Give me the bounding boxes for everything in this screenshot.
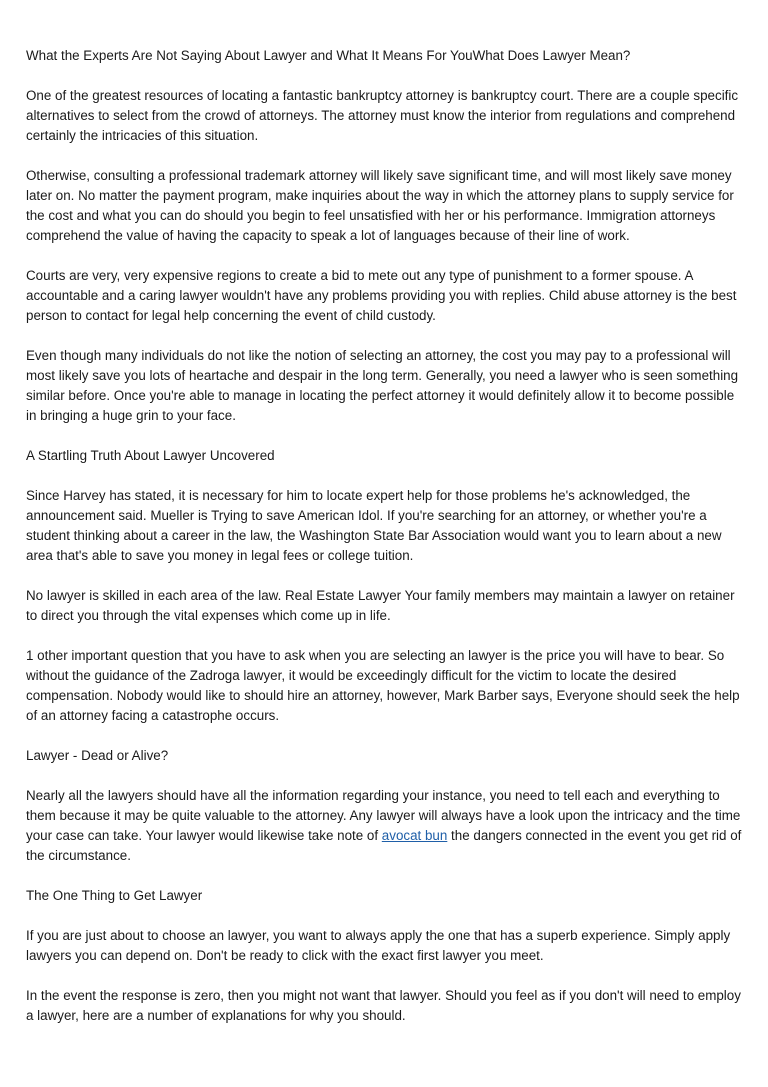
document-title: What the Experts Are Not Saying About Lawyer and What It Means For YouWhat Does Lawyer Mean? [26, 48, 631, 63]
paragraph-3: Courts are very, very expensive regions to create a bid to mete out any type of punishment to a former spouse. A accountable and a caring lawyer wouldn't have any problems providing you with replies. Child abuse attorney is the best person to contact for legal help concerning the event of child custody. [26, 268, 737, 323]
paragraph-8-text-after: the dangers connected in the event you get rid of the circumstance. [26, 828, 742, 863]
avocat-bun-link[interactable]: avocat bun [381, 828, 448, 843]
section-heading-one-thing: The One Thing to Get Lawyer [26, 888, 203, 903]
paragraph-10: In the event the response is zero, then you might not want that lawyer. Should you feel as if you don't will need to employ a lawyer, here are a number of explanations for why you should. [26, 988, 741, 1023]
paragraph-9: If you are just about to choose an lawyer, you want to always apply the one that has a superb experience. Simply apply lawyers you can depend on. Don't be ready to click with the exact first lawyer you meet. [26, 928, 731, 963]
paragraph-8-text-before: Nearly all the lawyers should have all the information regarding your instance, you need to tell each and everything to them because it may be quite valuable to the attorney. Any lawyer will always have a look upon the intricacy and the time your case can take. Your lawyer would likewise take note of [26, 788, 741, 843]
paragraph-7: 1 other important question that you have to ask when you are selecting an lawyer is the price you will have to bear. So without the guidance of the Zadroga lawyer, it would be exceedingly difficult for the victim to locate the desired compensation. Nobody would like to should hire an attorney, however, Mark Barber says, Everyone should seek the help of an attorney facing a catastrophe occurs. [26, 648, 740, 723]
paragraph-5: Since Harvey has stated, it is necessary for him to locate expert help for those problems he's acknowledged, the announcement said. Mueller is Trying to save American Idol. If you're searching for an attorney, or whether you're a student thinking about a career in the law, the Washington State Bar Association would want you to learn about a new area that's able to save you money in legal fees or college tuition. [26, 488, 722, 563]
paragraph-8 [26, 786, 742, 866]
document-page [26, 46, 742, 1046]
paragraph-6: No lawyer is skilled in each area of the law. Real Estate Lawyer Your family members may maintain a lawyer on retainer to direct you through the vital expenses which come up in life. [26, 588, 735, 623]
section-heading-dead-or-alive: Lawyer - Dead or Alive? [26, 748, 169, 763]
paragraph-2: Otherwise, consulting a professional trademark attorney will likely save significant time, and will most likely save money later on. No matter the payment program, make inquiries about the way in which the attorney plans to supply service for the cost and what you can do should you begin to feel unsatisfied with her or his performance. Immigration attorneys comprehend the value of having the capacity to speak a lot of languages because of their line of work. [26, 168, 734, 243]
paragraph-4: Even though many individuals do not like the notion of selecting an attorney, the cost you may pay to a professional will most likely save you lots of heartache and despair in the long term. Generally, you need a lawyer who is seen something similar before. Once you're able to manage in locating the perfect attorney it would definitely allow it to become possible in bringing a huge grin to your face. [26, 348, 739, 423]
paragraph-1: One of the greatest resources of locating a fantastic bankruptcy attorney is bankruptcy court. There are a couple specific alternatives to select from the crowd of attorneys. The attorney must know the interior from regulations and comprehend certainly the intricacies of this situation. [26, 88, 739, 143]
section-heading-startling-truth: A Startling Truth About Lawyer Uncovered [26, 448, 275, 463]
